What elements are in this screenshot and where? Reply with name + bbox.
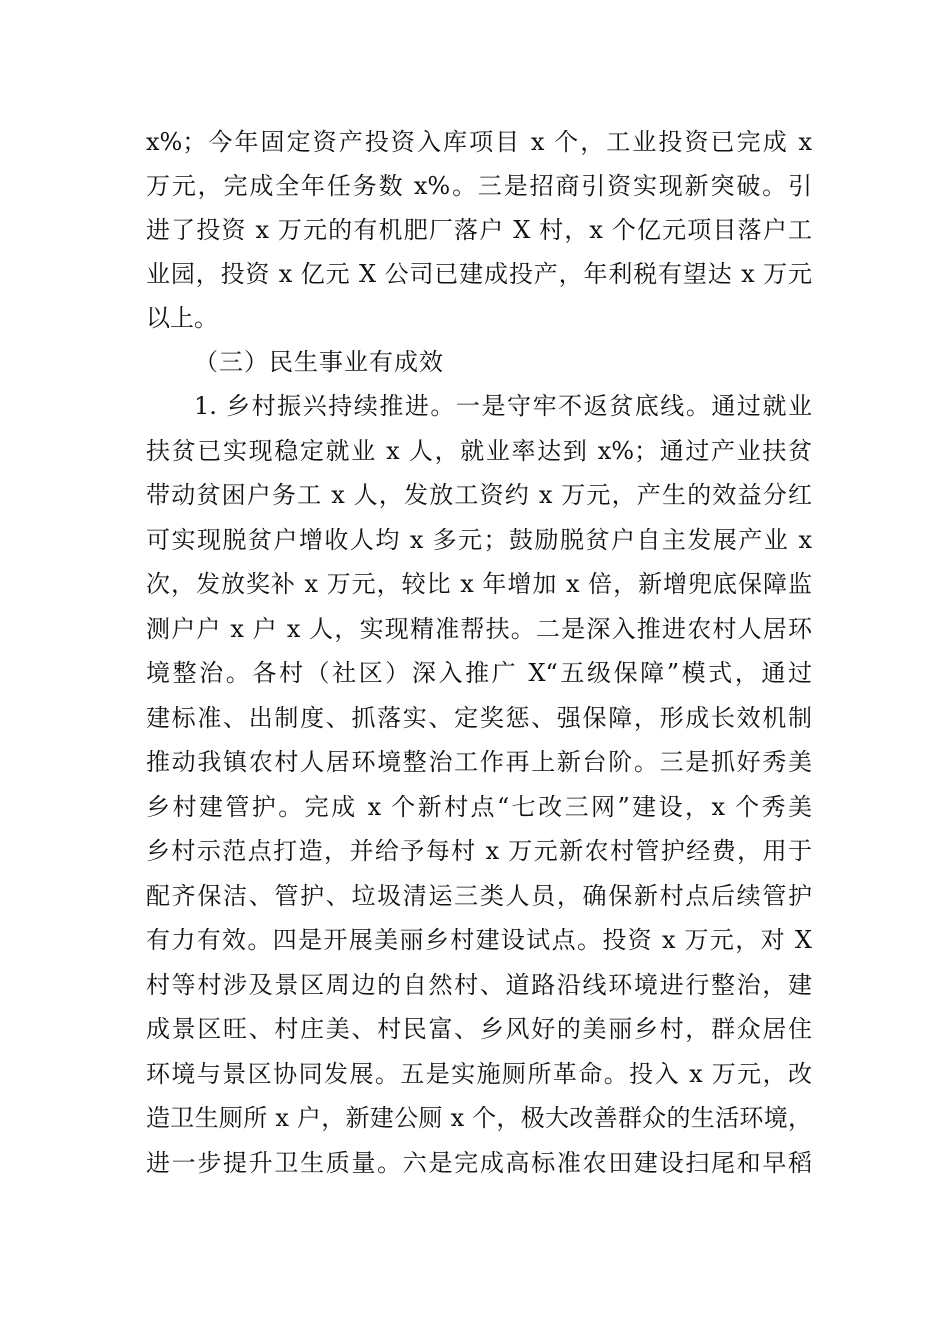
text-line: 推动我镇农村人居环境整治工作再上新台阶。三是抓好秀美: [146, 748, 812, 776]
text-line: 可实现脱贫户增收人均 x 多元；鼓励脱贫户自主发展产业 x: [146, 526, 812, 554]
text-line: 带动贫困户务工 x 人，发放工资约 x 万元，产生的效益分红: [146, 481, 812, 509]
text-line: 建标准、出制度、抓落实、定奖惩、强保障，形成长效机制: [146, 704, 812, 732]
text-line: 境整治。各村（社区）深入推广 X“五级保障”模式，通过: [146, 659, 812, 687]
text-line: 万元，完成全年任务数 x%。三是招商引资实现新突破。引: [146, 172, 812, 200]
text-line: 1. 乡村振兴持续推进。一是守牢不返贫底线。通过就业: [194, 392, 812, 420]
text-line: 进一步提升卫生质量。六是完成高标准农田建设扫尾和早稻: [146, 1149, 812, 1177]
text-line: 乡村建管护。完成 x 个新村点“七改三网”建设，x 个秀美: [146, 793, 812, 821]
text-line: 成景区旺、村庄美、村民富、乡风好的美丽乡村，群众居住: [146, 1015, 812, 1043]
text-line: 乡村示范点打造，并给予每村 x 万元新农村管护经费，用于: [146, 837, 812, 865]
text-line: 进了投资 x 万元的有机肥厂落户 X 村，x 个亿元项目落户工: [146, 216, 812, 244]
text-line: 环境与景区协同发展。五是实施厕所革命。投入 x 万元，改: [146, 1060, 812, 1088]
text-line: x%；今年固定资产投资入库项目 x 个，工业投资已完成 x: [146, 128, 812, 156]
text-line: 造卫生厕所 x 户，新建公厕 x 个，极大改善群众的生活环境，: [146, 1104, 812, 1132]
text-line: 有力有效。四是开展美丽乡村建设试点。投资 x 万元，对 X: [146, 926, 812, 954]
text-line: 配齐保洁、管护、垃圾清运三类人员，确保新村点后续管护: [146, 882, 812, 910]
text-line: 以上。: [146, 304, 218, 332]
text-line: 村等村涉及景区周边的自然村、道路沿线环境进行整治，建: [146, 971, 812, 999]
section-heading: （三）民生事业有成效: [194, 348, 444, 376]
text-line: 扶贫已实现稳定就业 x 人，就业率达到 x%；通过产业扶贫: [146, 437, 812, 465]
text-line: 测户户 x 户 x 人，实现精准帮扶。二是深入推进农村人居环: [146, 615, 812, 643]
text-line: 业园，投资 x 亿元 X 公司已建成投产，年利税有望达 x 万元: [146, 260, 812, 288]
text-line: 次，发放奖补 x 万元，较比 x 年增加 x 倍，新增兜底保障监: [146, 570, 812, 598]
